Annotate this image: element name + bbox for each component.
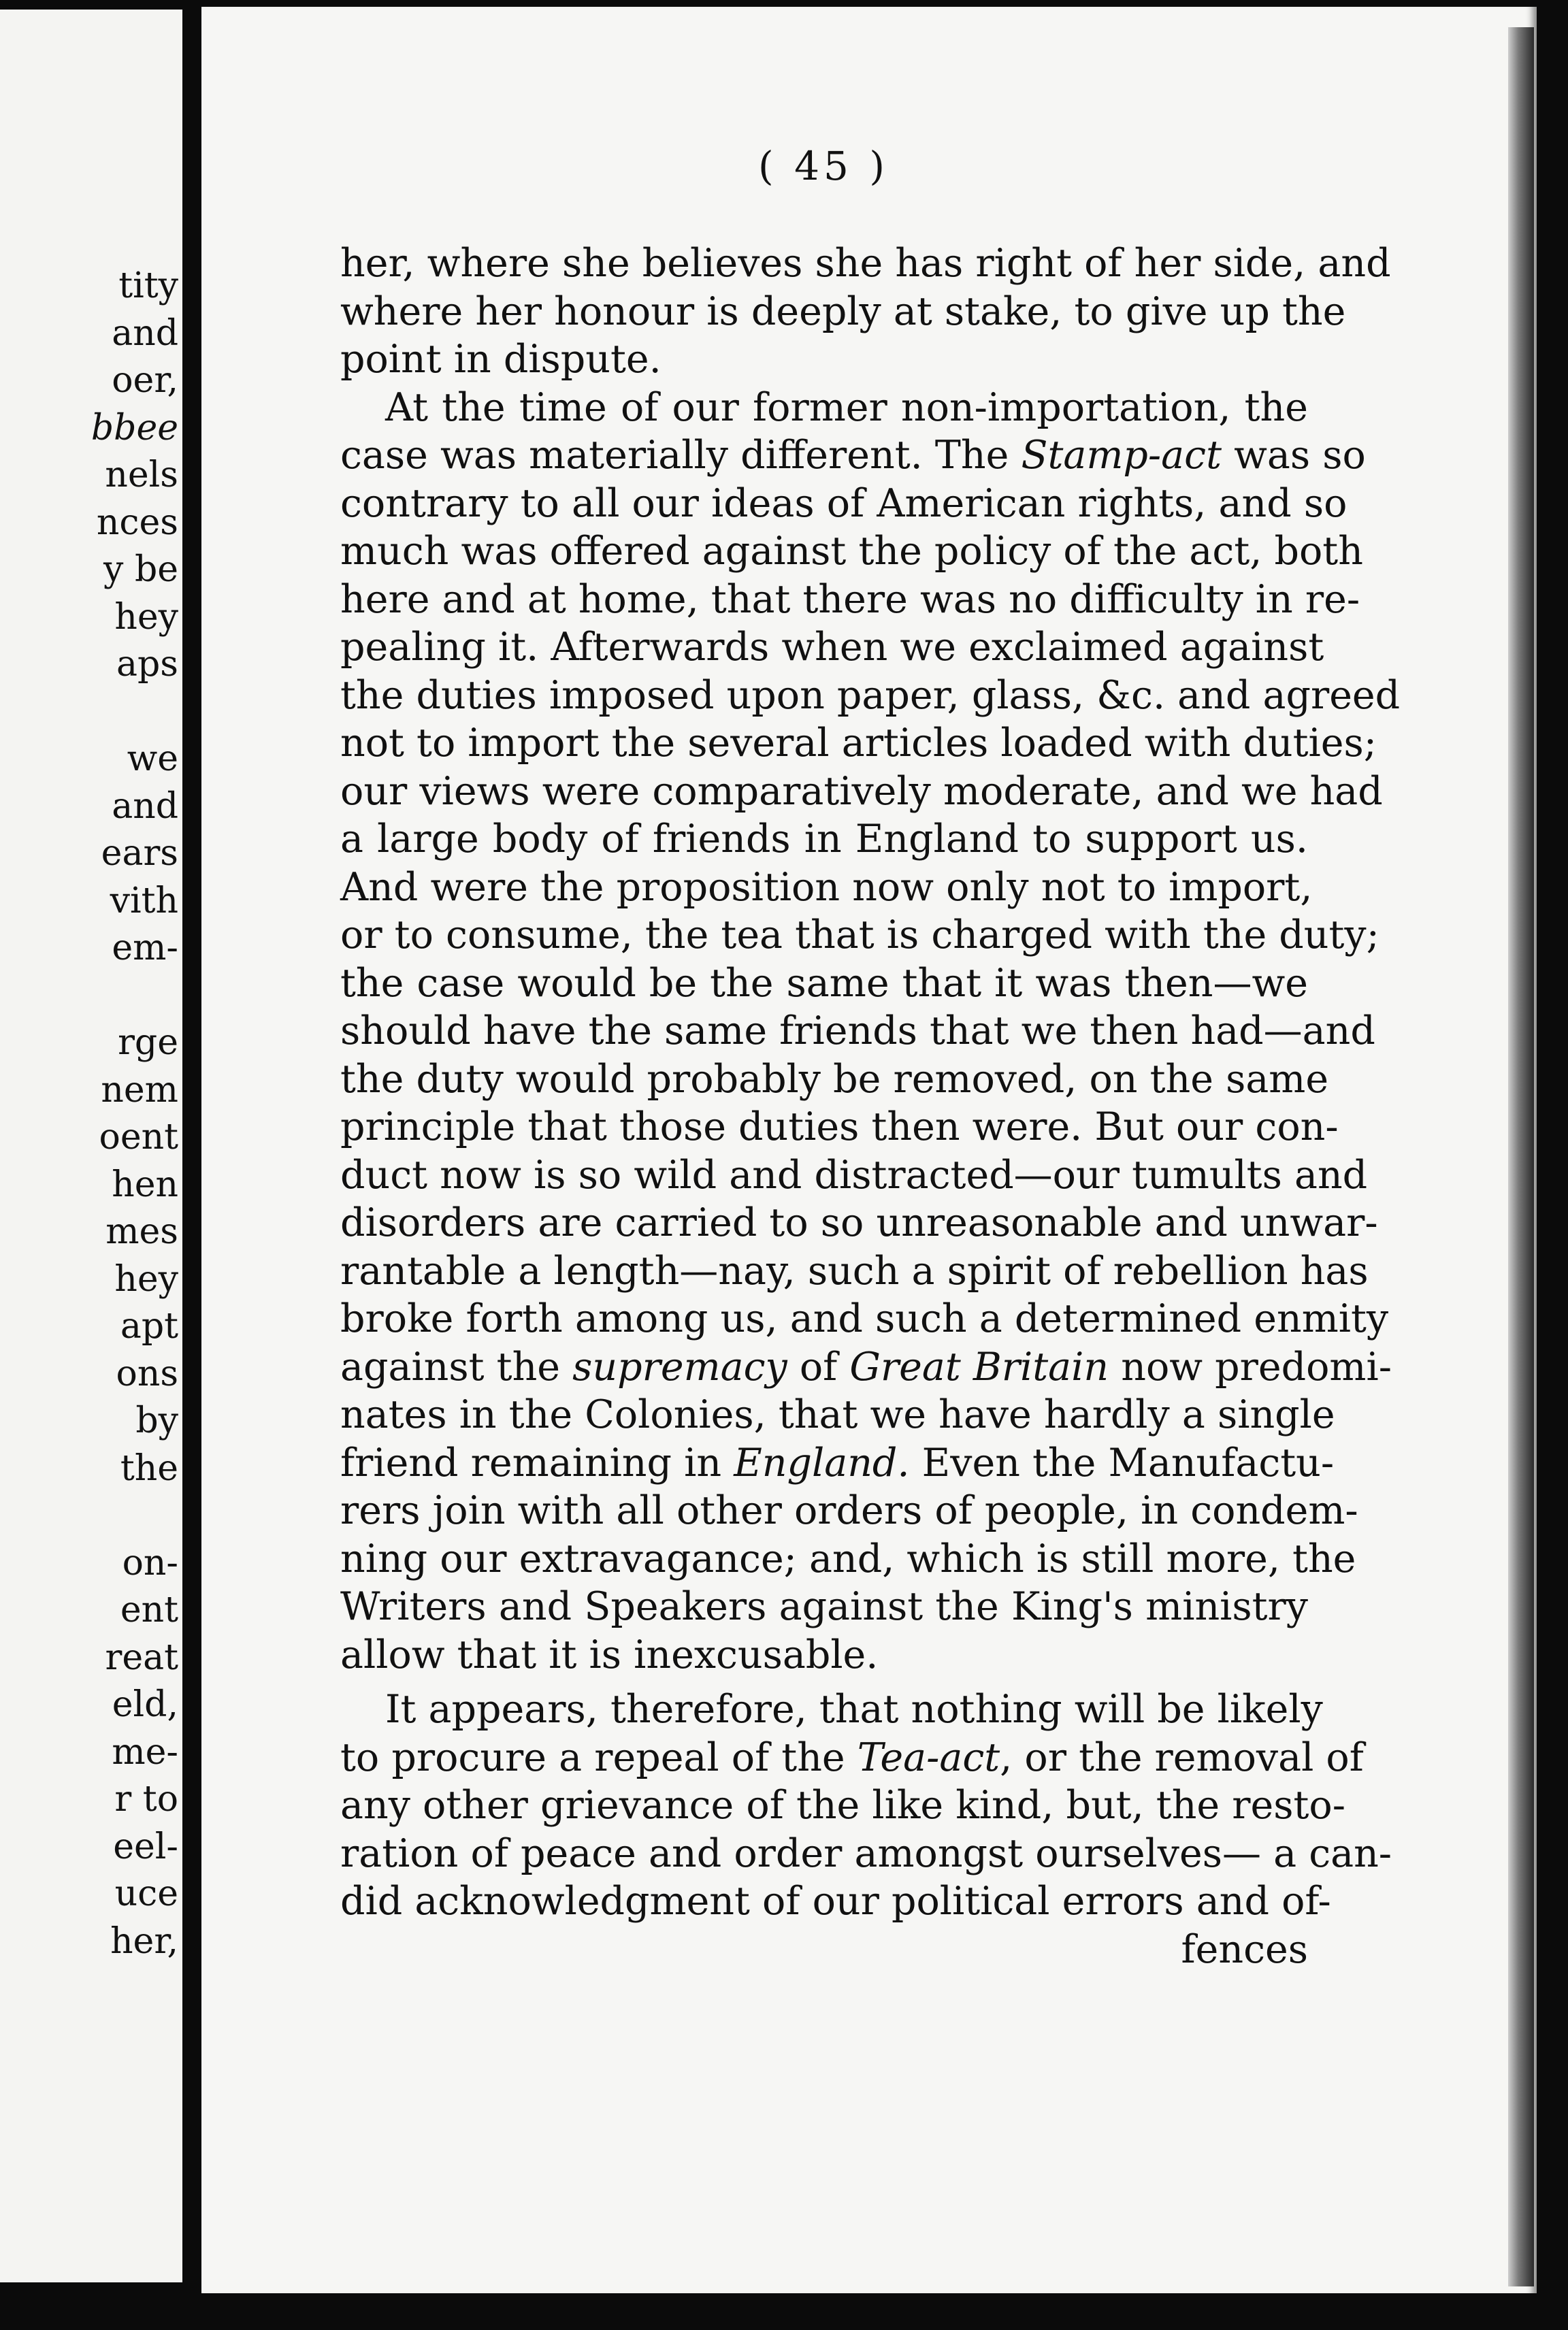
- text-line: principle that those duties then were. But our con-: [340, 1104, 1339, 1149]
- page-body-text: [340, 240, 1401, 1973]
- left-page-line: by: [135, 1400, 178, 1441]
- left-page-line: eel-: [113, 1826, 178, 1867]
- text-line: Writers and Speakers against the King's ministry: [340, 1584, 1308, 1629]
- left-page-line: and: [112, 785, 178, 827]
- text-line: duct now is so wild and distracted—our tumults and: [340, 1152, 1368, 1198]
- text-line: much was offered against the policy of the act, both: [340, 529, 1363, 574]
- text-line: where her honour is deeply at stake, to give up the: [340, 289, 1346, 334]
- left-page-line: me-: [112, 1731, 178, 1773]
- text-line: disorders are carried to so unreasonable and unwar-: [340, 1200, 1378, 1245]
- left-page-line: we: [127, 738, 178, 779]
- left-page-fragment: [0, 10, 182, 2282]
- left-page-line: nels: [105, 455, 178, 495]
- italic-term: Tea-act: [857, 1735, 1000, 1780]
- text-line: a large body of friends in England to support us.: [340, 817, 1308, 862]
- left-page-line: the: [120, 1447, 178, 1489]
- text-line: any other grievance of the like kind, but, the resto-: [340, 1783, 1345, 1828]
- text-line: or to consume, the tea that is charged with the duty;: [340, 913, 1379, 957]
- text-line: her, where she believes she has right of her side, and: [340, 241, 1391, 286]
- text-line: not to import the several articles loaded with duties;: [340, 721, 1377, 766]
- italic-term: Great Britain: [849, 1344, 1109, 1390]
- text-line: did acknowledgment of our political errors and of-: [340, 1879, 1331, 1924]
- left-page-line: uce: [114, 1873, 178, 1914]
- left-page-line: [91, 972, 178, 1020]
- left-page-line: eld,: [112, 1684, 178, 1725]
- text-line: here and at home, that there was no difficulty in re-: [340, 576, 1360, 622]
- left-page-line: vith: [110, 880, 178, 921]
- left-page-line: [91, 1492, 178, 1540]
- page-edge-shadow: [1508, 27, 1534, 2286]
- left-page-line: bbee: [91, 407, 178, 448]
- italic-term: Stamp-act: [1021, 433, 1222, 478]
- italic-term: supremacy: [572, 1344, 787, 1390]
- paragraph-start-line: It appears, therefore, that nothing will be likely: [385, 1687, 1323, 1732]
- text-line: against the supremacy of Great Britain now predomi-: [340, 1344, 1392, 1390]
- paragraph-start-line: At the time of our former non-importation, the: [385, 384, 1308, 430]
- left-page-line: ons: [116, 1353, 178, 1394]
- text-line: point in dispute.: [340, 337, 662, 382]
- left-page-line: and: [112, 312, 178, 354]
- text-line: rers join with all other orders of people, in condem-: [340, 1488, 1358, 1533]
- left-page-line: on-: [122, 1542, 178, 1584]
- left-page-line: apt: [120, 1306, 178, 1347]
- left-page-line: r to: [114, 1779, 178, 1820]
- left-page-text: [91, 263, 178, 1965]
- text-line: the duty would probably be removed, on the same: [340, 1056, 1329, 1102]
- text-line: ration of peace and order amongst ourselves— a can-: [340, 1831, 1392, 1876]
- left-page-line: y be: [103, 549, 178, 590]
- text-line: pealing it. Afterwards when we exclaimed against: [340, 625, 1324, 670]
- text-line: to procure a repeal of the Tea-act, or the removal of: [340, 1735, 1364, 1780]
- left-page-line: aps: [116, 644, 178, 685]
- text-line: friend remaining in England. Even the Manufactu-: [340, 1440, 1335, 1486]
- left-page-line: em-: [112, 928, 178, 968]
- left-page-line: nces: [96, 502, 178, 543]
- left-page-line: oer,: [112, 360, 178, 401]
- text-line: allow that it is inexcusable.: [340, 1632, 879, 1677]
- left-page-line: mes: [105, 1211, 178, 1252]
- left-page-line: [91, 689, 178, 736]
- left-page-line: oent: [99, 1117, 178, 1158]
- left-page-line: ent: [120, 1590, 178, 1630]
- text-line: our views were comparatively moderate, and we had: [340, 768, 1383, 814]
- text-line: the case would be the same that it was then—we: [340, 960, 1308, 1006]
- text-line: should have the same friends that we then had—and: [340, 1008, 1375, 1053]
- left-page-line: tity: [118, 265, 178, 306]
- left-page-line: hey: [114, 596, 178, 638]
- left-page-line: nem: [101, 1069, 178, 1111]
- text-line: the duties imposed upon paper, glass, &c. and agreed: [340, 672, 1401, 718]
- text-line: And were the proposition now only not to import,: [340, 864, 1313, 910]
- left-page-line: her,: [110, 1920, 178, 1962]
- scan-border: [0, 2293, 1568, 2330]
- catchword: fences: [1181, 1926, 1308, 1972]
- left-page-line: hen: [112, 1164, 178, 1205]
- left-page-line: rge: [118, 1022, 178, 1063]
- text-line: contrary to all our ideas of American rights, and so: [340, 480, 1348, 526]
- text-line: case was materially different. The Stamp-act was so: [340, 433, 1366, 478]
- book-gutter: [182, 0, 193, 2330]
- left-page-line: ears: [101, 833, 178, 874]
- left-page-line: reat: [105, 1637, 178, 1678]
- text-line: broke forth among us, and such a determined enmity: [340, 1296, 1389, 1341]
- italic-term: England.: [734, 1440, 910, 1486]
- text-line: ning our extravagance; and, which is still more, the: [340, 1536, 1356, 1581]
- text-line: rantable a length—nay, such a spirit of rebellion has: [340, 1248, 1369, 1294]
- page-number-text: ( 45 ): [758, 143, 889, 189]
- left-page-line: hey: [114, 1258, 178, 1300]
- text-line: nates in the Colonies, that we have hardly a single: [340, 1392, 1335, 1437]
